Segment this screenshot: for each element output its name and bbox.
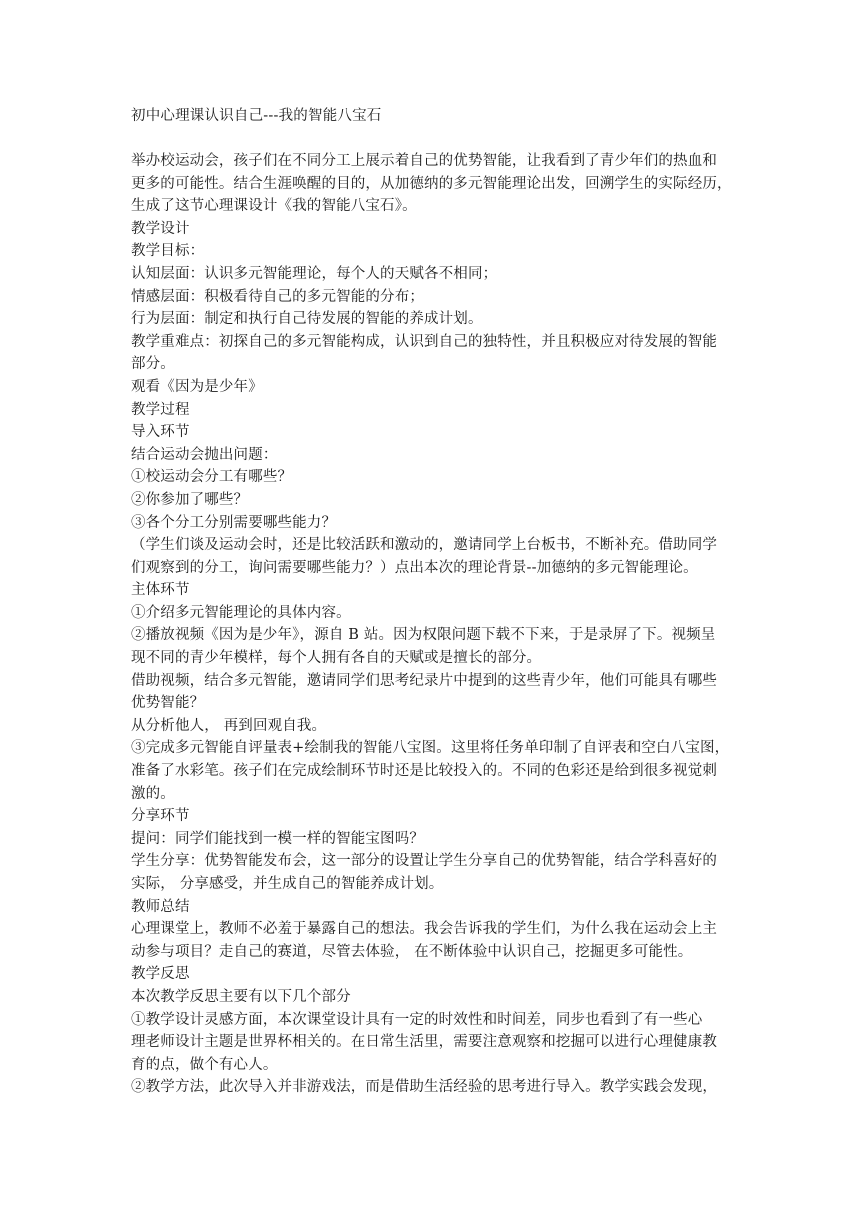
text-line: ①校运动会分工有哪些？ (131, 469, 293, 486)
text-line: 准备了水彩笔。孩子们在完成绘制环节时还是比较投入的。不同的色彩还是给到很多视觉刺 (131, 763, 717, 780)
text-line: 导入环节 (131, 424, 190, 441)
text-line: 提问：同学们能找到一模一样的智能宝图吗？ (131, 830, 424, 847)
text-line: 理老师设计主题是世界杯相关的。在日常生活里，需要注意观察和挖掘可以进行心理健康教 (131, 1034, 717, 1051)
text-line: 结合运动会抛出问题： (131, 446, 278, 463)
text-line: 教学设计 (131, 220, 190, 237)
text-line: 分享环节 (131, 808, 190, 825)
text-line: 本次教学反思主要有以下几个部分 (131, 988, 351, 1005)
text-line: 教学反思 (131, 966, 190, 983)
text-line: ③各个分工分别需要哪些能力？ (131, 514, 337, 531)
text-line: 现不同的青少年模样，每个人拥有各自的天赋或是擅长的部分。 (131, 650, 542, 667)
text-line: 心理课堂上，教师不必羞于暴露自己的想法。我会告诉我的学生们，为什么我在运动会上主 (131, 921, 717, 938)
text-line: 优势智能？ (131, 695, 205, 712)
document-title: 初中心理课认识自己---我的智能八宝石 (131, 108, 382, 124)
text-line: ②你参加了哪些？ (131, 491, 249, 508)
text-line: 激的。 (131, 785, 175, 802)
text-line: 观看《因为是少年》 (131, 378, 263, 395)
text-line: ②教学方法，此次导入并非游戏法，而是借助生活经验的思考进行导入。教学实践会发现， (131, 1079, 717, 1096)
text-line: 教学目标： (131, 243, 205, 260)
text-line: （学生们谈及运动会时，还是比较活跃和激动的，邀请同学上台板书，不断补充。借助同学 (131, 537, 717, 554)
text-line: 教师总结 (131, 898, 190, 915)
text-line: 举办校运动会，孩子们在不同分工上展示着自己的优势智能，让我看到了青少年们的热血和 (131, 153, 717, 169)
text-line: ①介绍多元智能理论的具体内容。 (131, 604, 351, 621)
text-line: 生成了这节心理课设计《我的智能八宝石》。 (131, 198, 417, 215)
text-line: ①教学设计灵感方面，本次课堂设计具有一定的时效性和时间差，同步也看到了有一些心 (131, 1011, 703, 1028)
text-line: 从分析他人， 再到回观自我。 (131, 717, 327, 734)
document-body (131, 150, 743, 1099)
text-line: 部分。 (131, 356, 175, 373)
text-line: 行为层面：制定和执行自己待发展的智能的养成计划。 (131, 311, 483, 328)
text-line: ②播放视频《因为是少年》，源自 B 站。因为权限问题下载不下来，于是录屏了下。视频呈 (131, 627, 716, 644)
text-line: 认知层面：认识多元智能理论，每个人的天赋各不相同； (131, 265, 498, 282)
text-line: 们观察到的分工，询问需要哪些能力？）点出本次的理论背景--加德纳的多元智能理论。 (131, 559, 698, 576)
text-line: 育的点，做个有心人。 (131, 1056, 278, 1073)
text-line: 主体环节 (131, 582, 190, 599)
text-line: 教学重难点：初探自己的多元智能构成，认识到自己的独特性，并且积极应对待发展的智能 (131, 333, 717, 350)
text-line: 更多的可能性。结合生涯唤醒的目的，从加德纳的多元智能理论出发，回溯学生的实际经历， (131, 175, 732, 192)
text-line: 实际， 分享感受，并生成自己的智能养成计划。 (131, 876, 444, 892)
text-line: ③完成多元智能自评量表+绘制我的智能八宝图。这里将任务单印制了自评表和空白八宝图， (131, 740, 730, 757)
text-line: 教学过程 (131, 401, 190, 418)
text-line: 情感层面：积极看待自己的多元智能的分布； (131, 288, 424, 305)
text-line: 学生分享：优势智能发布会，这一部分的设置让学生分享自己的优势智能，结合学科喜好的 (131, 853, 717, 870)
text-line: 动参与项目？走自己的赛道，尽管去体验， 在不断体验中认识自己，挖掘更多可能性。 (131, 943, 693, 960)
text-line: 借助视频，结合多元智能，邀请同学们思考纪录片中提到的这些青少年，他们可能具有哪些 (131, 672, 717, 689)
